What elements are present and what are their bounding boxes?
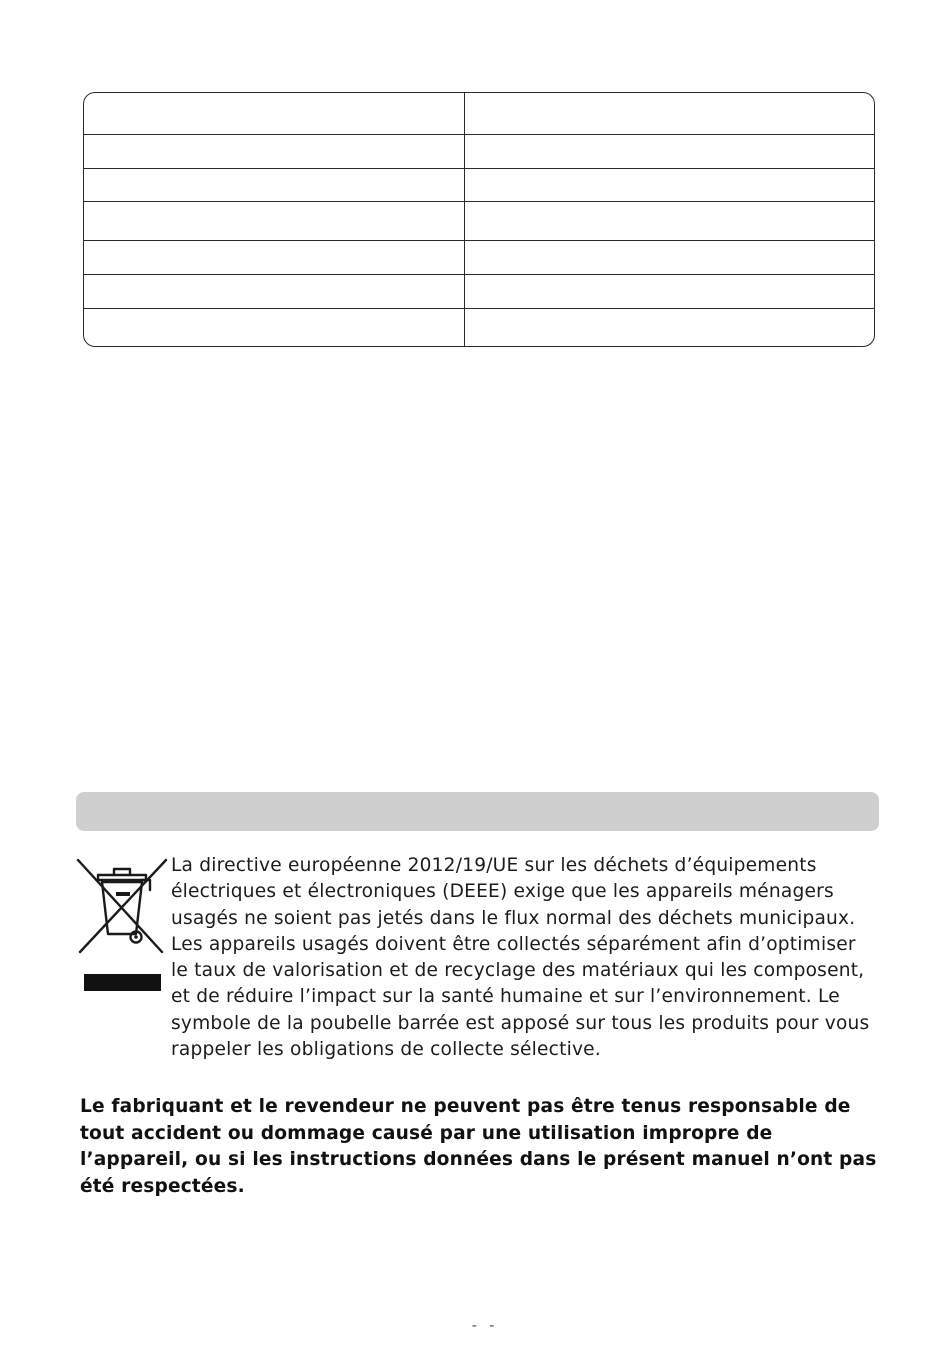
table-row: [84, 168, 874, 202]
weee-directive-text: La directive européenne 2012/19/UE sur les déchets d’équipements électriques et électroniques (DEEE) exige que les appareils ménagers usagés ne soient pas jetés dans le flux normal des déchets municipaux. Les appareils usagés doivent être collectés séparément afin d’optimiser le taux de valorisation et de recyclage des matériaux qui les composent, et de réduire l’impact sur la santé humaine et sur l’environnement. Le symbole de la poubelle barrée est apposé sur tous les produits pour vous rappeler les obligations de collecte sélective.: [171, 855, 870, 1061]
page-number: - -: [471, 1318, 499, 1334]
section-header-bar: [76, 792, 879, 831]
crossed-out-wheelie-bin-icon: [76, 856, 168, 996]
table-row: [84, 201, 874, 241]
table-row: [84, 134, 874, 169]
table-row: [84, 308, 874, 347]
spec-table: [83, 92, 875, 347]
table-row: [84, 93, 874, 134]
table-row: [84, 240, 874, 275]
table-row: [84, 274, 874, 309]
disclaimer-text: Le fabriquant et le revendeur ne peuvent pas être tenus responsable de tout accident ou dommage causé par une utilisation impropre de l’appareil, ou si les instructions données dans le présent manuel n’ont pas été respectées.: [80, 1096, 877, 1197]
table-column-divider: [464, 93, 465, 346]
